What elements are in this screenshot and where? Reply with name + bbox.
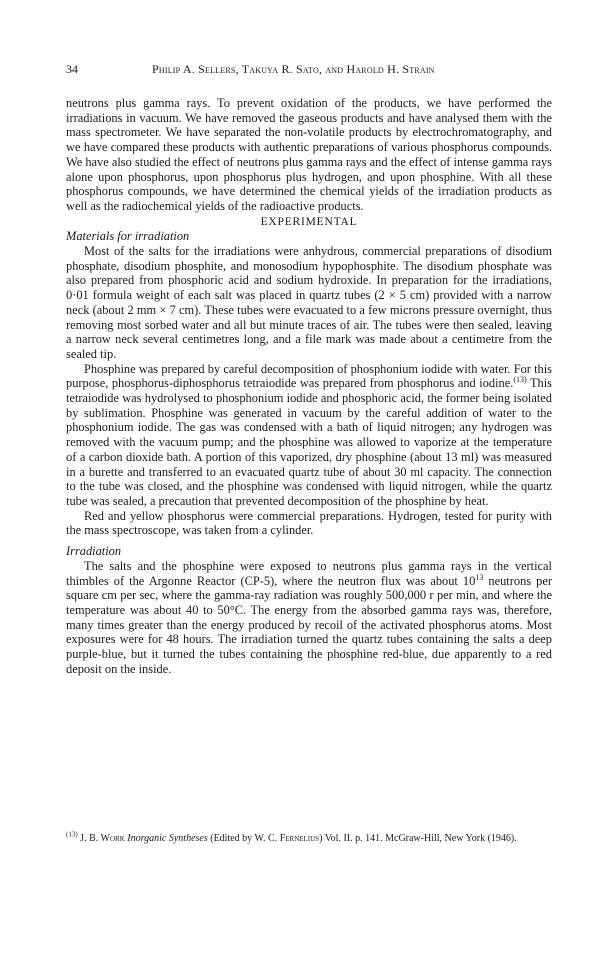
paragraph-text: The salts and the phosphine were exposed to neutrons plus gamma rays in the vertical thimbles of the Argonne Reactor (CP-5), where the neutron flux was about 10 <box>66 558 552 588</box>
page-header <box>66 62 552 78</box>
reference-marker: (13) <box>513 375 527 385</box>
intro-paragraph: neutrons plus gamma rays. To prevent oxidation of the products, we have performed the irradiations in vacuum. We have removed the gaseous products and have analysed them with the mass spectrometer. We have separated the non-volatile products by electrochromatography, and we have compared these products with authentic preparations of various phosphorus compounds. We have also studied the effect of neutrons plus gamma rays and the effect of intense gamma rays alone upon phosphorus, upon phosphorus plus hydrogen, and upon phosphine. With all these phosphorus compounds, we have determined the chemical yields of the irradiation products as well as the radiochemical yields of the radioactive products. <box>66 96 552 213</box>
running-head-authors: Philip A. Sellers, Takuya R. Sato, and Harold H. Strain <box>152 62 435 76</box>
footnote-author: J. B. Work <box>80 833 125 844</box>
article-body <box>66 96 552 676</box>
footnote-editor-name: Fernelius <box>279 833 320 844</box>
footnote-book-title: Inorganic Syntheses <box>127 833 208 844</box>
subheading-irradiation: Irradiation <box>66 544 122 559</box>
materials-paragraph-2 <box>66 362 552 509</box>
page-number: 34 <box>66 62 78 76</box>
materials-paragraph-1: Most of the salts for the irradiations were anhydrous, commercial preparations of disodium phosphate, disodium phosphite, and monosodium hypophosphite. The disodium phosphate was also prepared from phosphoric acid and sodium hydroxide. In preparation for the irradiations, 0·01 formula weight of each salt was placed in quartz tubes (2 × 5 cm) provided with a narrow neck (about 2 mm × 7 cm). These tubes were evacuated to a few microns pressure overnight, thus removing most sorbed water and all but minute traces of air. The tubes were then sealed, leaving a narrow neck several centimetres long, and a file mark was made about a centimetre from the sealed tip. <box>66 244 552 361</box>
footnote-marker: (13) <box>66 830 78 839</box>
section-heading: EXPERIMENTAL <box>260 215 358 228</box>
paragraph-text: Phosphine was prepared by careful decomposition of phosphonium iodide with water. For this purpose, phosphorus-diphosphorus tetraiodide was prepared from phosphorus and iodine. <box>66 361 552 391</box>
materials-paragraph-3: Red and yellow phosphorus were commercial preparations. Hydrogen, tested for purity with the mass spectroscope, was taken from a cylinder. <box>66 508 552 538</box>
irradiation-paragraph <box>66 559 552 677</box>
exponent: 13 <box>475 572 484 582</box>
subheading-materials: Materials for irradiation <box>66 229 190 244</box>
footnote-rest: ) Vol. II. p. 141. McGraw-Hill, New York (1946). <box>319 833 517 844</box>
footnote <box>66 830 552 845</box>
footnote-editor-prefix: (Edited by W. C. <box>210 833 280 844</box>
paragraph-text: neutrons per square cm per sec, where the gamma-ray radiation was roughly 500,000 r per min, and where the temperature was about 40 to 50°C. The energy from the absorbed gamma rays was, therefore, many times greater than the energy produced by recoil of the activated phosphorus atoms. Most exposures were for 48 hours. The irradiation turned the quartz tubes containing the salts a deep purple-blue, but it turned the tubes containing the phosphine red-blue, due apparently to a red deposit on the inside. <box>66 573 552 676</box>
paragraph-text: This tetraiodide was hydrolysed to phosphonium iodide and phosphoric acid, the former being isolated by sublimation. Phosphine was generated in vacuum by the careful addition of water to the phosphonium iodide. The gas was condensed with a bath of liquid nitrogen; any hydrogen was removed with the vacuum pump; and the phosphine was allowed to vaporize at the temperature of a carbon dioxide bath. A portion of this vaporized, dry phosphine (about 13 ml) was measured in a burette and transferred to an evacuated quartz tube of about 30 ml capacity. The connection to the tube was closed, and the phosphine was condensed with liquid nitrogen, while the quartz tube was sealed, a precaution that prevented decomposition of the phosphine by heat. <box>66 376 553 508</box>
